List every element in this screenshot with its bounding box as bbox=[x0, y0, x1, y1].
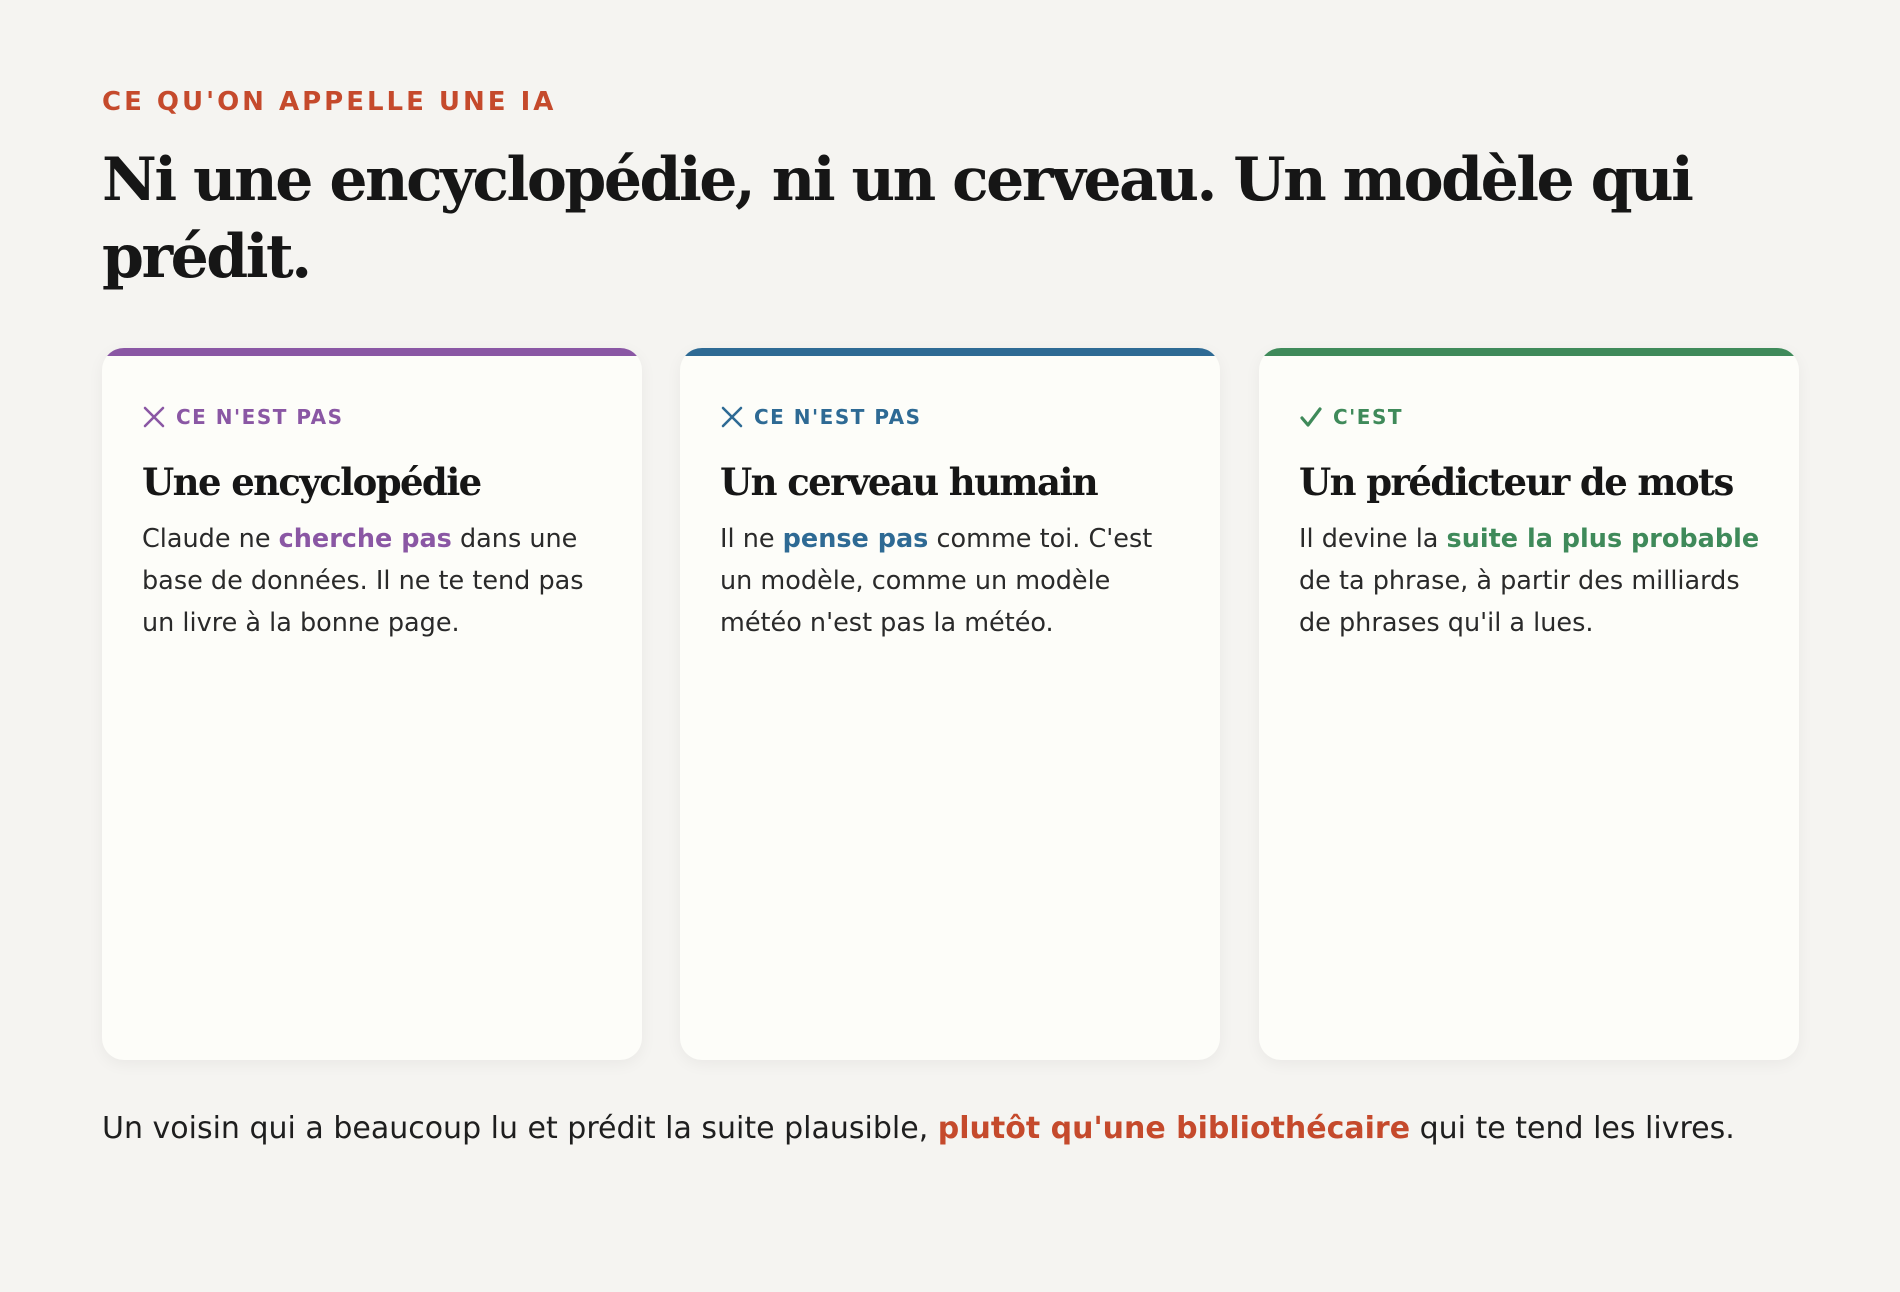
footer-text: qui te tend les livres. bbox=[1410, 1111, 1735, 1146]
section-eyebrow: CE QU'ON APPELLE UNE IA bbox=[102, 87, 557, 117]
card-title: Un cerveau humain bbox=[720, 460, 1098, 504]
card-tag bbox=[142, 404, 344, 430]
card-tag bbox=[1299, 404, 1403, 430]
footer-summary bbox=[102, 1106, 1792, 1152]
cross-icon bbox=[142, 405, 166, 429]
card-predictor bbox=[1259, 348, 1799, 1060]
cross-icon bbox=[720, 405, 744, 429]
page-title: Ni une encyclopédie, ni un cerveau. Un modèle qui prédit. bbox=[102, 145, 1692, 292]
card-brain bbox=[680, 348, 1220, 1060]
card-tag-label: CE N'EST PAS bbox=[176, 405, 344, 429]
check-icon bbox=[1299, 405, 1323, 429]
footer-text: Un voisin qui a beaucoup lu et prédit la suite plausible, bbox=[102, 1111, 938, 1146]
card-highlight: suite la plus probable bbox=[1446, 524, 1760, 554]
card-highlight: pense pas bbox=[782, 524, 929, 554]
card-text: Claude ne bbox=[142, 524, 279, 554]
card-description bbox=[720, 518, 1190, 644]
card-title: Un prédicteur de mots bbox=[1299, 460, 1733, 504]
card-text: Il devine la bbox=[1299, 524, 1447, 554]
card-text: de ta phrase, à partir des milliards de phrases qu'il a lues. bbox=[1299, 566, 1740, 638]
card-tag-label: CE N'EST PAS bbox=[754, 405, 922, 429]
card-encyclopedia bbox=[102, 348, 642, 1060]
page-content bbox=[102, 84, 1802, 1146]
card-text: comme toi. C'est un modèle, comme un modèle météo n'est pas la météo. bbox=[720, 524, 1153, 638]
card-title: Une encyclopédie bbox=[142, 460, 481, 504]
cards-grid bbox=[102, 348, 1799, 1060]
card-description bbox=[142, 518, 612, 644]
card-description bbox=[1299, 518, 1769, 644]
card-highlight: cherche pas bbox=[278, 524, 452, 554]
card-tag bbox=[720, 404, 922, 430]
card-text: dans une base de données. Il ne te tend pas un livre à la bonne page. bbox=[142, 524, 584, 638]
card-text: Il ne bbox=[720, 524, 783, 554]
footer-highlight: plutôt qu'une bibliothécaire bbox=[937, 1111, 1411, 1146]
card-tag-label: C'EST bbox=[1333, 405, 1404, 429]
